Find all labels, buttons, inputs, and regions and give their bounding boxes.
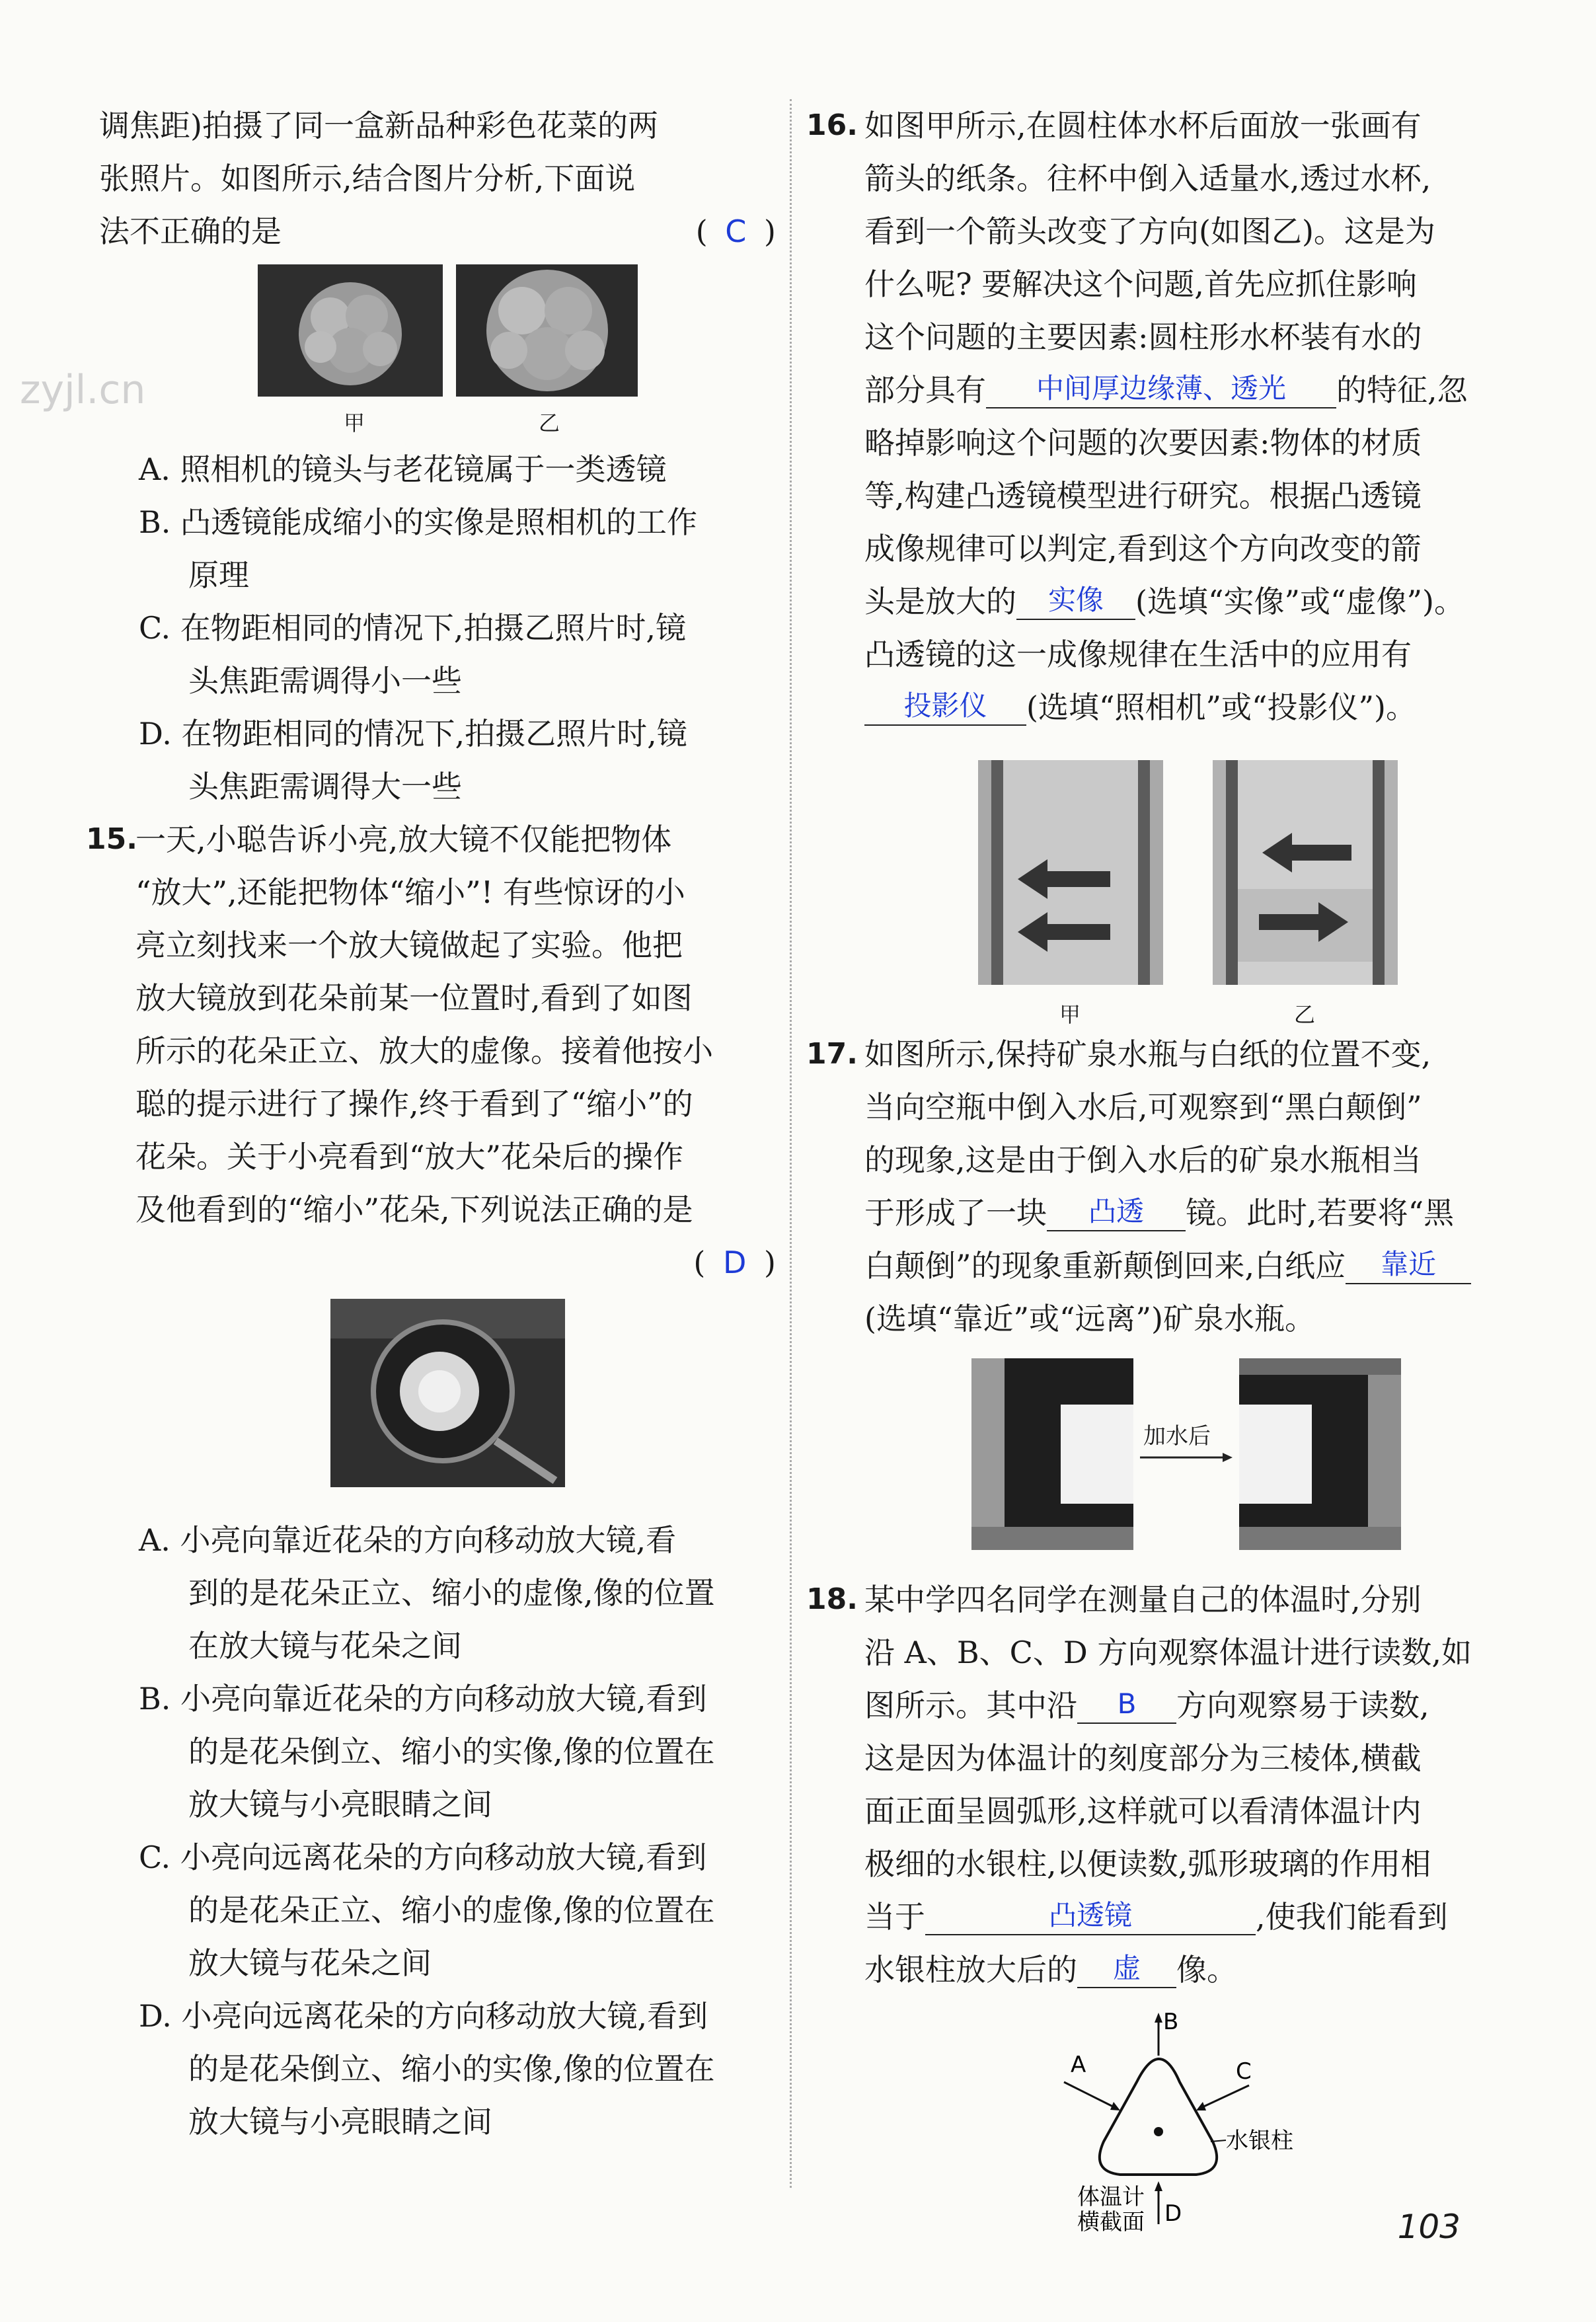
q15-stem-line: 一天,小聪告诉小亮,放大镜不仅能把物体 xyxy=(135,822,672,857)
q16-line: 什么呢? 要解决这个问题,首先应抓住影响 xyxy=(864,266,1417,302)
q15-stem-line: 亮立刻找来一个放大镜做起了实验。他把 xyxy=(135,927,683,963)
q16-blank-2[interactable]: 实像 xyxy=(1016,580,1135,620)
right-arrow-icon xyxy=(1140,1451,1233,1464)
cauliflower-icon xyxy=(258,264,443,397)
q15-stem-line: 花朵。关于小亮看到“放大”花朵后的操作 xyxy=(135,1139,684,1175)
q18-line: 当于 凸透镜 ,使我们能看到 xyxy=(864,1890,1500,1943)
q15-options xyxy=(99,1514,780,2148)
q14-options xyxy=(99,443,780,813)
q16-line: 略掉影响这个问题的次要因素:物体的材质 xyxy=(864,425,1422,461)
q15-stem-line: 所示的花朵正立、放大的虚像。接着他按小 xyxy=(135,1033,713,1069)
q18-blank-3[interactable]: 虚 xyxy=(1077,1949,1176,1988)
q14-figure xyxy=(99,258,780,443)
q15-answer: D xyxy=(723,1245,751,1280)
q16 xyxy=(806,99,1500,1028)
q17-line: 当向空瓶中倒入水后,可观察到“黑白颠倒” xyxy=(864,1089,1422,1125)
answer-paren: ( C ) xyxy=(695,213,780,249)
q15-option-b: B. 小亮向靠近花朵的方向移动放大镜,看到 的是花朵倒立、缩小的实像,像的位置在 放大镜与小亮眼睛之间 xyxy=(139,1681,715,1822)
q18-line: 水银柱放大后的 虚 像。 xyxy=(864,1943,1500,1996)
q15 xyxy=(86,813,780,2148)
label-a: A xyxy=(1071,2052,1086,2078)
q18-line: 图所示。其中沿 B 方向观察易于读数, xyxy=(864,1679,1500,1732)
q16-line: 投影仪 (选填“照相机”或“投影仪”)。 xyxy=(864,681,1500,734)
q16-blank-3[interactable]: 投影仪 xyxy=(864,686,1026,726)
q17-line: 于形成了一块 凸透 镜。此时,若要将“黑 xyxy=(864,1186,1500,1239)
arrow-label: 加水后 xyxy=(1143,1423,1211,1450)
caption-jia: 甲 xyxy=(344,410,365,436)
cauliflower-photo-b xyxy=(456,264,638,397)
thermometer-cross-section-diagram xyxy=(1038,2009,1355,2234)
q16-number: 16. xyxy=(806,108,858,142)
q14 xyxy=(99,99,780,813)
q14-stem-line: 张照片。如图所示,结合图片分析,下面说 xyxy=(99,161,636,196)
right-column xyxy=(806,99,1500,2247)
q14-option-b: B. 凸透镜能成缩小的实像是照相机的工作 原理 xyxy=(139,504,698,593)
q17-line: 的现象,这是由于倒入水后的矿泉水瓶相当 xyxy=(864,1142,1422,1178)
cauliflower-photo-a xyxy=(258,264,443,397)
caption-yi: 乙 xyxy=(539,410,560,436)
watermark: zyjl.cn xyxy=(20,367,146,413)
q16-line: 部分具有 中间厚边缘薄、透光 的特征,忽 xyxy=(864,364,1500,416)
q16-line: 成像规律可以判定,看到这个方向改变的箭 xyxy=(864,531,1422,566)
magnifier-flower-photo xyxy=(330,1299,565,1487)
label-b: B xyxy=(1163,2009,1179,2035)
bottle-photo-before xyxy=(971,1358,1133,1550)
q18-number: 18. xyxy=(806,1582,858,1616)
q18-line: 这是因为体温计的刻度部分为三棱体,横截 xyxy=(864,1740,1422,1776)
q18-line: 极细的水银柱,以便读数,弧形玻璃的作用相 xyxy=(864,1846,1431,1882)
q17 xyxy=(806,1028,1500,1573)
q14-option-d: D. 在物距相同的情况下,拍摄乙照片时,镜 头焦距需调得大一些 xyxy=(139,716,687,804)
label-mercury: 水银柱 xyxy=(1226,2128,1293,2154)
q17-figure xyxy=(819,1345,1500,1573)
column-divider xyxy=(790,99,792,2188)
q15-stem-line: 聪的提示进行了操作,终于看到了“缩小”的 xyxy=(135,1086,693,1122)
label-section-1: 体温计 xyxy=(1077,2184,1145,2210)
q14-option-c: C. 在物距相同的情况下,拍摄乙照片时,镜 头焦距需调得小一些 xyxy=(139,610,687,699)
q18-line: 沿 A、B、C、D 方向观察体温计进行读数,如 xyxy=(864,1635,1472,1670)
q18-line: 面正面呈圆弧形,这样就可以看清体温计内 xyxy=(864,1793,1422,1829)
q14-stem-line: 调焦距)拍摄了同一盒新品种彩色花菜的两 xyxy=(99,108,658,143)
q15-stem-line: 放大镜放到花朵前某一位置时,看到了如图 xyxy=(135,980,693,1016)
q16-blank-1[interactable]: 中间厚边缘薄、透光 xyxy=(986,369,1336,408)
caption-jia: 甲 xyxy=(1059,1002,1081,1027)
cup-arrows-photo-b xyxy=(1213,760,1398,985)
q14-stem-line xyxy=(99,205,780,258)
q16-figure xyxy=(819,734,1500,1028)
q16-line: 如图甲所示,在圆柱体水杯后面放一张画有 xyxy=(864,108,1422,143)
q17-line: (选填“靠近”或“远离”)矿泉水瓶。 xyxy=(864,1301,1315,1336)
q14-option-a: A. 照相机的镜头与老花镜属于一类透镜 xyxy=(139,451,667,487)
cup-arrows-photo-a xyxy=(978,760,1163,985)
caption-yi: 乙 xyxy=(1294,1002,1316,1027)
q17-blank-2[interactable]: 靠近 xyxy=(1346,1245,1471,1284)
q16-line: 等,构建凸透镜模型进行研究。根据凸透镜 xyxy=(864,478,1422,514)
q14-stem-text: 法不正确的是 xyxy=(99,213,282,249)
answer-paren: ( D ) xyxy=(693,1245,780,1280)
q18-line: 某中学四名同学在测量自己的体温时,分别 xyxy=(864,1582,1422,1617)
page-number: 103 xyxy=(1397,2208,1461,2246)
q15-option-c: C. 小亮向远离花朵的方向移动放大镜,看到 的是花朵正立、缩小的虚像,像的位置在 放大镜与花朵之间 xyxy=(139,1839,715,1981)
cauliflower-icon xyxy=(456,264,638,397)
q16-line: 头是放大的 实像 (选填“实像”或“虚像”)。 xyxy=(864,575,1500,628)
q15-option-d: D. 小亮向远离花朵的方向移动放大镜,看到 的是花朵倒立、缩小的实像,像的位置在 放大镜与小亮眼睛之间 xyxy=(139,1998,715,2140)
q14-answer: C xyxy=(725,213,751,249)
q15-number: 15. xyxy=(86,822,137,856)
q15-answer-line xyxy=(99,1236,780,1289)
q18 xyxy=(806,1573,1500,2247)
q17-number: 17. xyxy=(806,1037,858,1071)
q18-blank-1[interactable]: B xyxy=(1077,1684,1176,1724)
q15-stem-line: 及他看到的“缩小”花朵,下列说法正确的是 xyxy=(135,1192,693,1227)
label-c: C xyxy=(1236,2058,1252,2085)
q15-figure xyxy=(99,1289,780,1514)
q16-line: 这个问题的主要因素:圆柱形水杯装有水的 xyxy=(864,319,1422,355)
bottle-photo-after xyxy=(1239,1358,1401,1550)
q16-line: 看到一个箭头改变了方向(如图乙)。这是为 xyxy=(864,213,1435,249)
q16-line: 箭头的纸条。往杯中倒入适量水,透过水杯, xyxy=(864,161,1431,196)
q17-blank-1[interactable]: 凸透 xyxy=(1047,1192,1186,1231)
q15-option-a: A. 小亮向靠近花朵的方向移动放大镜,看 到的是花朵正立、缩小的虚像,像的位置 在放大镜与花朵之间 xyxy=(139,1522,715,1664)
q17-line: 白颠倒”的现象重新颠倒回来,白纸应 靠近 xyxy=(864,1239,1500,1292)
q16-line: 凸透镜的这一成像规律在生活中的应用有 xyxy=(864,637,1412,672)
label-d: D xyxy=(1164,2200,1182,2227)
q17-line: 如图所示,保持矿泉水瓶与白纸的位置不变, xyxy=(864,1036,1431,1072)
q18-blank-2[interactable]: 凸透镜 xyxy=(925,1896,1256,1935)
q15-stem-line: “放大”,还能把物体“缩小”! 有些惊讶的小 xyxy=(135,874,685,910)
label-section-2: 横截面 xyxy=(1077,2209,1145,2234)
left-column xyxy=(86,99,780,2148)
